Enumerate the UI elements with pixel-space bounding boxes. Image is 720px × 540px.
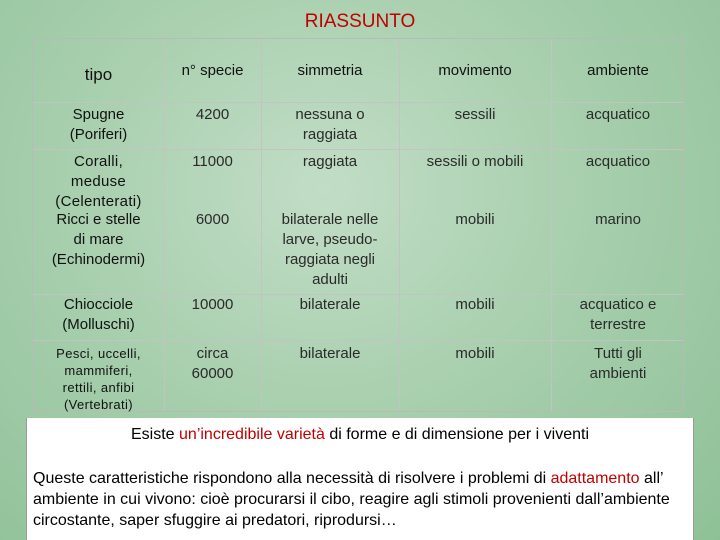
table-cell-ambiente — [551, 210, 685, 230]
highlight-variety: un’incredibile varietà — [179, 426, 325, 443]
text-segment: all’ ambiente in cui vivono: cioè procurarsi il cibo, reagire agli stimoli provenienti dall’ambiente circostante, saper sfuggire ai predatori, riprodursi… — [33, 470, 670, 529]
cell-line: adulti — [312, 271, 348, 288]
table-cell-tipo — [33, 105, 164, 145]
table-cell-ambiente — [551, 105, 685, 125]
cell-line: 6000 — [195, 211, 230, 228]
table-cell-ambiente — [551, 152, 685, 172]
cell-line: marino — [595, 211, 641, 228]
cell-line: sessili o mobili — [426, 153, 524, 170]
cell-line: (Poriferi) — [69, 126, 128, 143]
cell-line: acquatico — [585, 106, 651, 123]
cell-line: Pesci, uccelli, — [56, 346, 141, 361]
table-cell-tipo — [33, 152, 164, 212]
header-ambiente: ambiente — [587, 62, 649, 79]
header-movimento: movimento — [438, 62, 512, 79]
table-cell-specie — [164, 152, 261, 172]
cell-line: bilaterale — [299, 296, 361, 313]
cell-line: rettili, anfibi — [62, 380, 135, 395]
header-simmetria: simmetria — [297, 62, 363, 79]
table-cell-tipo — [33, 295, 164, 335]
cell-line: Tutti gli — [594, 345, 642, 362]
cell-line: bilaterale nelle — [281, 211, 379, 228]
text-segment: di forme e di dimensione per i viventi — [324, 426, 589, 443]
page-title: RIASSUNTO — [304, 11, 416, 32]
summary-text-box — [26, 418, 694, 540]
table-cell-tipo — [33, 345, 164, 413]
highlight-adaptation: adattamento — [550, 470, 640, 487]
cell-line: 11000 — [192, 153, 233, 170]
table-cell-simmetria — [261, 210, 399, 290]
table-cell-specie — [164, 344, 261, 384]
cell-line: (Celenterati) — [55, 193, 142, 210]
cell-line: raggiata negli — [284, 251, 376, 268]
cell-line: circa — [196, 345, 229, 362]
cell-line: larve, pseudo- — [282, 231, 378, 248]
cell-line: mobili — [455, 345, 495, 362]
cell-line: Chiocciole — [63, 296, 134, 313]
row-divider — [33, 149, 683, 150]
cell-line: Ricci e stelle — [56, 211, 141, 228]
cell-line: Coralli, — [73, 153, 124, 170]
cell-line: ambienti — [589, 365, 647, 382]
cell-line: (Echinodermi) — [51, 251, 146, 268]
table-cell-simmetria — [261, 295, 399, 315]
cell-line: nessuna o — [295, 106, 365, 123]
table-cell-movimento — [399, 152, 551, 172]
cell-line: mobili — [455, 211, 495, 228]
cell-line: acquatico — [585, 153, 651, 170]
cell-line: (Molluschi) — [62, 316, 135, 333]
cell-line: Spugne — [72, 106, 125, 123]
cell-line: terrestre — [590, 316, 646, 333]
table-cell-ambiente — [551, 295, 685, 335]
cell-line: bilaterale — [299, 345, 361, 362]
cell-line: raggiata — [302, 153, 358, 170]
table-cell-tipo — [33, 210, 164, 270]
table-cell-simmetria — [261, 105, 399, 145]
table-cell-specie — [164, 295, 261, 315]
row-divider — [33, 102, 683, 103]
header-tipo: tipo — [84, 65, 113, 84]
cell-line: mobili — [455, 296, 495, 313]
cell-line: meduse — [70, 173, 127, 190]
row-divider — [33, 340, 683, 341]
header-specie: n° specie — [181, 62, 244, 79]
cell-line: 4200 — [195, 106, 230, 123]
table-cell-simmetria — [261, 152, 399, 172]
cell-line: di mare — [73, 231, 124, 248]
cell-line: 60000 — [191, 365, 234, 382]
cell-line: mammiferi, — [64, 363, 133, 378]
cell-line: 10000 — [191, 296, 234, 313]
cell-line: acquatico e — [579, 296, 657, 313]
adaptation-paragraph — [33, 468, 693, 531]
table-cell-simmetria — [261, 344, 399, 364]
variety-statement — [27, 426, 693, 444]
table-cell-specie — [164, 210, 261, 230]
table-cell-movimento — [399, 210, 551, 230]
table-cell-movimento — [399, 105, 551, 125]
table-cell-movimento — [399, 295, 551, 315]
table-cell-specie — [164, 105, 261, 125]
text-segment: Esiste — [131, 426, 180, 443]
cell-line: (Vertebrati) — [63, 397, 134, 412]
table-cell-ambiente — [551, 344, 685, 384]
text-segment: Queste caratteristiche rispondono alla necessità di risolvere i problemi di — [33, 470, 551, 487]
cell-line: sessili — [454, 106, 496, 123]
table-cell-movimento — [399, 344, 551, 364]
cell-line: raggiata — [302, 126, 358, 143]
summary-table — [32, 38, 684, 412]
